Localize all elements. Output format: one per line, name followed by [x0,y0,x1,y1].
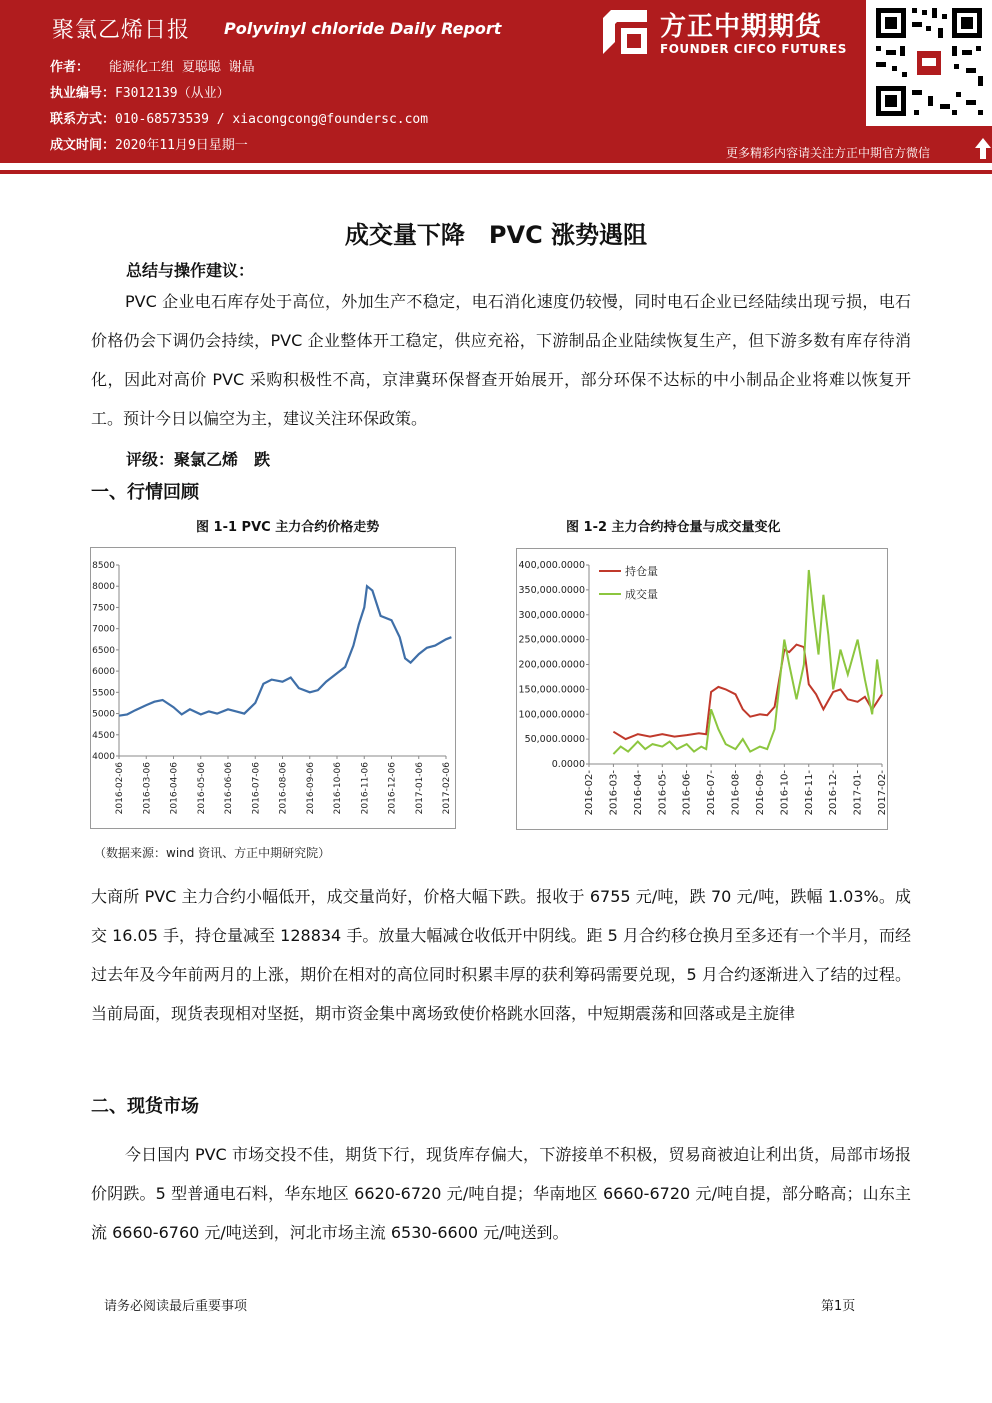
x-tick-label: 2016-07- [706,770,718,816]
section-1-heading: 一、行情回顾 [91,482,199,503]
x-tick-label: 2016-11-06 [360,762,371,815]
section-1-paragraph: 大商所 PVC 主力合约小幅低开，成交量尚好，价格大幅下跌。报收于 6755 元/吨，跌 70 元/吨，跌幅 1.03%。成交 16.05 手，持仓量减至 128834 手。放量大幅减仓收低开中阴线。距 5 月合约移仓换月至多还有一个半月，而经过去年及今年前两月的上涨，期价在相对的高位同时积累丰厚的获利筹码需要兑现，5 月合约逐渐进入了结的过程。当前局面，现货表现相对坚挺，期市资金集中离场致使价格跳水回落，中短期震荡和回落或是主旋律 [91,887,911,1023]
x-tick-label: 2016-06- [681,770,693,816]
y-tick-label: 0.0000 [551,759,585,770]
x-tick-label: 2017-02- [877,770,887,816]
x-tick-label: 2016-10-06 [333,762,343,815]
x-tick-label: 2017-01- [852,770,864,816]
x-tick-label: 2016-07-06 [251,762,262,815]
y-tick-label: 5500 [92,688,115,699]
price-chart-svg [91,548,455,828]
license-label: 执业编号： [50,86,116,101]
figure-1-1-caption: 图 1-1 PVC 主力合约价格走势 [196,520,380,535]
x-tick-label: 2016-08- [730,770,742,816]
license-value: F3012139（从业） [115,86,230,101]
section-2-paragraph: 今日国内 PVC 市场交投不佳，期货下行，现货库存偏大，下游接单不积极，贸易商被迫让利出货，局部市场报价阴跌。5 型普通电石料，华东地区 6620-6720 元/吨自提；华南地区 6660-6720 元/吨自提，部分略高；山东主流 6660-6760 元/吨送到，河北市场主流 6530-6600 元/吨送到。 [91,1145,911,1242]
oi-volume-chart [516,548,888,830]
contact-value[interactable]: 010-68573539 / xiacongcong@foundersc.com [115,112,429,127]
x-tick-label: 2016-12-06 [387,762,398,815]
y-tick-label: 300,000.0000 [518,609,585,621]
oi-volume-chart-svg [517,549,887,829]
x-tick-label: 2016-11- [803,770,815,816]
date-label: 成文时间： [50,138,116,153]
author-label: 作者： [50,60,90,75]
x-tick-label: 2017-02-06 [442,762,452,815]
rating-line: 评级：聚氯乙烯 跌 [126,450,271,469]
x-tick-label: 2016-04- [632,770,644,816]
x-tick-label: 2016-05- [657,770,669,816]
founder-logo-icon [603,10,647,54]
report-title-en: Polyvinyl chloride Daily Report [224,19,502,38]
y-tick-label: 6500 [92,645,115,656]
contact-label: 联系方式： [50,112,116,127]
brand-name-en: FOUNDER CIFCO FUTURES [660,42,847,56]
legend-label: 成交量 [625,588,658,601]
y-tick-label: 4000 [92,752,115,762]
y-tick-label: 200,000.0000 [518,659,585,671]
y-tick-label: 50,000.0000 [524,734,585,746]
figure-1-2-caption: 图 1-2 主力合约持仓量与成交量变化 [566,520,781,535]
summary-heading: 总结与操作建议： [126,261,255,280]
y-tick-label: 150,000.0000 [518,684,585,696]
follow-wechat-text: 更多精彩内容请关注方正中期官方微信 [726,146,931,160]
price-chart [90,547,456,829]
legend-label: 持仓量 [625,565,658,578]
date-value: 2020年11月9日星期一 [115,138,248,153]
x-tick-label: 2016-08-06 [278,762,289,815]
arrow-up-icon [974,136,992,160]
author-line [50,56,255,75]
x-tick-label: 2016-09-06 [305,762,316,815]
y-tick-label: 5000 [92,709,115,720]
y-tick-label: 400,000.0000 [518,560,585,571]
x-tick-label: 2016-03- [608,770,620,816]
license-line [50,82,230,101]
x-tick-label: 2016-05-06 [196,762,207,815]
series-line-1 [613,645,882,740]
section-2-heading: 二、现货市场 [91,1096,199,1117]
x-tick-label: 2016-04-06 [169,762,180,815]
qr-code-icon[interactable] [866,0,992,126]
y-tick-label: 7000 [92,624,115,635]
y-tick-label: 100,000.0000 [518,709,585,721]
y-tick-label: 350,000.0000 [518,584,585,596]
series-line-1 [119,586,451,716]
x-tick-label: 2016-09- [754,770,766,816]
author-value: 能源化工组 夏聪聪 谢晶 [109,60,255,75]
x-tick-label: 2017-01-06 [414,762,425,815]
summary-paragraph: PVC 企业电石库存处于高位，外加生产不稳定，电石消化速度仍较慢，同时电石企业已经陆续出现亏损，电石价格仍会下调仍会持续，PVC 企业整体开工稳定，供应充裕，下游制品企业陆续恢复生产，但下游多数有库存待消化，因此对高价 PVC 采购积极性不高，京津冀环保督查开始展开，部分环保不达标的中小制品企业将难以恢复开工。预计今日以偏空为主，建议关注环保政策。 [91,292,911,428]
contact-line [50,108,428,127]
x-tick-label: 2016-02-06 [115,762,125,815]
y-tick-label: 8000 [92,582,115,593]
y-tick-label: 250,000.0000 [518,634,585,646]
document-title: 成交量下降 PVC 涨势遇阻 [344,221,648,249]
footer-disclaimer: 请务必阅读最后重要事项 [104,1299,248,1314]
x-tick-label: 2016-10- [779,770,791,816]
header-divider [0,170,992,174]
date-line [50,134,248,153]
x-tick-label: 2016-02- [584,770,595,816]
x-tick-label: 2016-06-06 [224,762,234,815]
y-tick-label: 8500 [92,561,115,571]
y-tick-label: 6000 [92,667,115,678]
y-tick-label: 7500 [92,603,115,614]
data-source-note: （数据来源：wind 资讯、方正中期研究院） [94,846,331,860]
page-number: 第1页 [821,1299,856,1314]
report-header [0,0,992,163]
x-tick-label: 2016-12- [828,770,840,816]
y-tick-label: 4500 [92,730,115,741]
report-title-cn: 聚氯乙烯日报 [52,18,191,43]
brand-name-cn: 方正中期期货 [660,12,823,42]
x-tick-label: 2016-03-06 [142,762,153,815]
